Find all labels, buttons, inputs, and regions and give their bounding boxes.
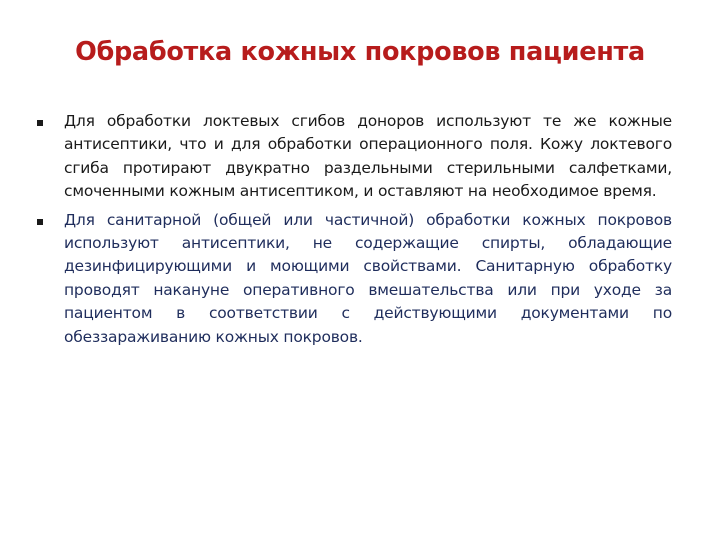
bullet-item-2 (36, 209, 672, 349)
slide-title: Обработка кожных покровов пациента (75, 37, 645, 67)
bullet-list (36, 110, 672, 354)
bullet-text-2: Для санитарной (общей или частичной) обработки кожных покровов используют антисептики, не содержащие спирты, обладающие дезинфицирующими и моющими свойствами. Санитарную обработку проводят накануне оперативного вмешательства или при уходе за пациентом в соответствии с действующими документами по обеззараживанию кожных покровов. (64, 210, 672, 346)
bullet-text-1: Для обработки локтевых сгибов доноров используют те же кожные антисептики, что и для обработки операционного поля. Кожу локтевого сгиба протирают двукратно раздельными стерильными салфетками, смоченными кожным антисептиком, и оставляют на необходимое время. (64, 112, 672, 201)
square-bullet-icon (37, 120, 43, 126)
square-bullet-icon (37, 219, 43, 225)
bullet-item-1 (36, 110, 672, 204)
